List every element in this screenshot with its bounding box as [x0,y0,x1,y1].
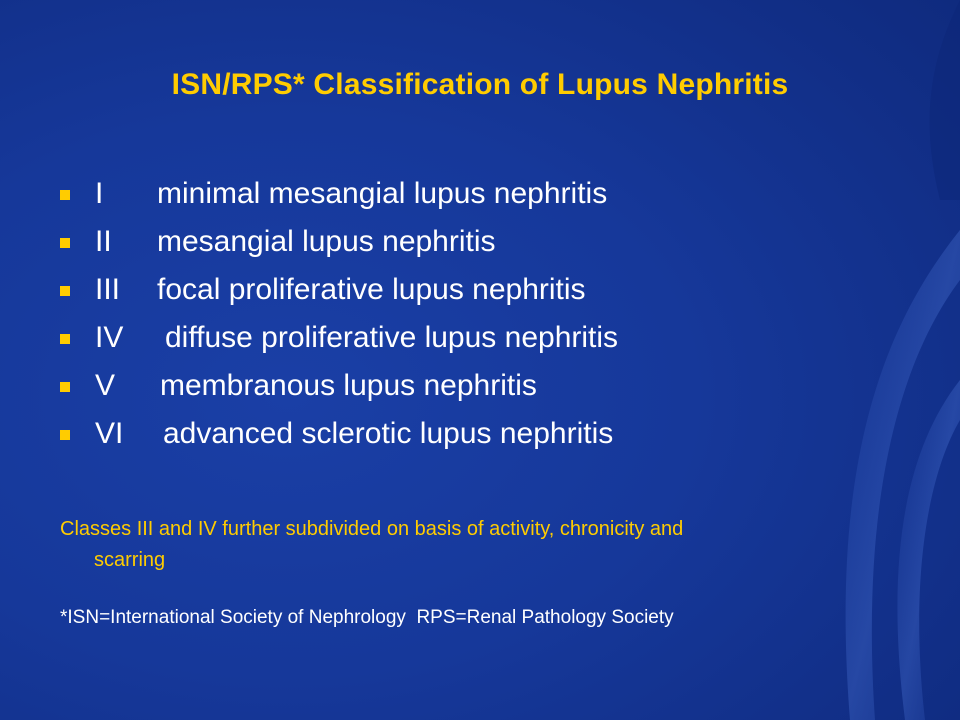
class-numeral: IV [95,321,124,354]
class-description: minimal mesangial lupus nephritis [157,177,608,210]
slide-title: ISN/RPS* Classification of Lupus Nephritis [171,68,789,101]
note-line-1: Classes III and IV further subdivided on basis of activity, chronicity and [60,518,684,540]
note-line-2: scarring [94,549,166,571]
class-description: focal proliferative lupus nephritis [157,273,586,306]
class-numeral: I [95,177,104,210]
abbreviation-footnote: *ISN=International Society of Nephrology RPS=Renal Pathology Society [60,607,674,628]
subdivision-note [60,514,900,576]
class-numeral: V [95,369,116,402]
class-numeral: II [95,225,112,258]
class-description: mesangial lupus nephritis [157,225,496,258]
square-bullet-icon [60,190,70,200]
class-description: advanced sclerotic lupus nephritis [163,417,614,450]
square-bullet-icon [60,430,70,440]
square-bullet-icon [60,238,70,248]
class-numeral: VI [95,417,124,450]
square-bullet-icon [60,286,70,296]
class-numeral: III [95,273,121,306]
square-bullet-icon [60,334,70,344]
class-description: diffuse proliferative lupus nephritis [165,321,619,354]
square-bullet-icon [60,382,70,392]
class-description: membranous lupus nephritis [160,369,537,402]
